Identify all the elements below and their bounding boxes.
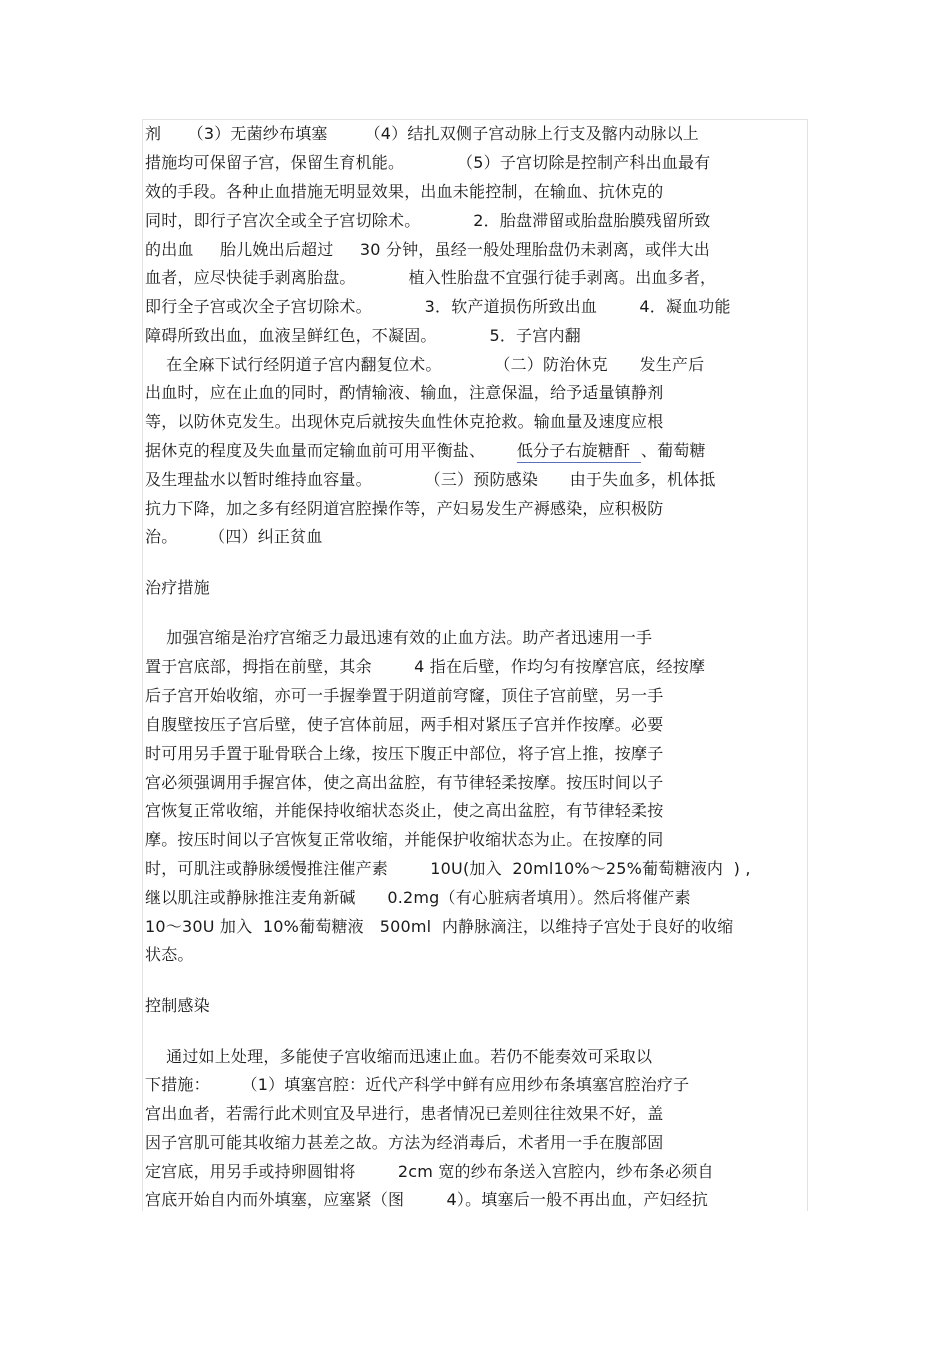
hyperlink-dextran[interactable]: 低分子右旋糖酐 xyxy=(516,441,641,460)
text-line: 宫恢复正常收缩，并能保持收缩状态炎止，使之高出盆腔，有节律轻柔按 xyxy=(145,801,664,820)
text-line: 下措施： （1）填塞宫腔：近代产科学中鲜有应用纱布条填塞宫腔治疗子 xyxy=(145,1075,690,1094)
text-segment: 、葡萄糖 xyxy=(640,441,706,460)
text-line: 定宫底，用另手或持卵圆钳将 2cm 宽的纱布条送入宫腔内，纱布条必须自 xyxy=(145,1162,714,1181)
text-line: 障碍所致出血，血液呈鲜红色，不凝固。 5．子宫内翻 xyxy=(145,326,581,345)
text-line: 自腹壁按压子宫后壁，使子宫体前屈，两手相对紧压子宫并作按摩。必要 xyxy=(145,715,664,734)
section-heading-infection-control: 控制感染 xyxy=(145,996,210,1015)
text-line: 后子宫开始收缩，亦可一手握拳置于阴道前穹窿，顶住子宫前壁，另一手 xyxy=(145,686,664,705)
text-line: 宫底开始自内而外填塞，应塞紧（图 4）。填塞后一般不再出血，产妇经抗 xyxy=(145,1190,709,1209)
text-line: 时，可肌注或静脉缓慢推注催产素 10U(加入 20ml10%～25%葡萄糖液内 ) , xyxy=(145,859,751,878)
text-line: 在全麻下试行经阴道子宫内翻复位术。 （二）防治休克 发生产后 xyxy=(145,355,705,374)
text-line: 抗力下降，加之多有经阴道宫腔操作等，产妇易发生产褥感染，应积极防 xyxy=(145,499,664,518)
text-line: 宫必须强调用手握宫体，使之高出盆腔，有节律轻柔按摩。按压时间以子 xyxy=(145,773,664,792)
text-line: 剂 （3）无菌纱布填塞 （4）结扎双侧子宫动脉上行支及髂内动脉以上 xyxy=(145,124,699,143)
text-line: 措施均可保留子宫，保留生育机能。 （5）子宫切除是控制产科出血最有 xyxy=(145,153,711,172)
text-line: 治。 （四）纠正贫血 xyxy=(145,527,323,546)
text-line: 等，以防休克发生。出现休克后就按失血性休克抢救。输血量及速度应根 xyxy=(145,412,664,431)
text-segment: 据休克的程度及失血量而定输血前可用平衡盐、 xyxy=(145,441,517,460)
text-line: 出血时，应在止血的同时，酌情输液、输血，注意保温，给予适量镇静剂 xyxy=(145,383,664,402)
text-line: 效的手段。各种止血措施无明显效果，出血未能控制，在输血、抗休克的 xyxy=(145,182,664,201)
text-line: 状态。 xyxy=(145,945,194,964)
text-line: 血者，应尽快徒手剥离胎盘。 植入性胎盘不宜强行徒手剥离。出血多者， xyxy=(145,268,717,287)
text-line: 通过如上处理，多能使子宫收缩而迅速止血。若仍不能奏效可采取以 xyxy=(145,1047,653,1066)
text-line: 10～30U 加入 10%葡萄糖液 500ml 内静脉滴注，以维持子宫处于良好的收缩 xyxy=(145,917,734,936)
text-line: 宫出血者，若需行此术则宜及早进行，患者情况已差则往往效果不好，盖 xyxy=(145,1104,664,1123)
text-line: 即行全子宫或次全子宫切除术。 3．软产道损伤所致出血 4．凝血功能 xyxy=(145,297,731,316)
text-line: 摩。按压时间以子宫恢复正常收缩，并能保护收缩状态为止。在按摩的同 xyxy=(145,830,664,849)
text-line: 置于宫底部，拇指在前壁，其余 4 指在后壁，作均匀有按摩宫底，经按摩 xyxy=(145,657,706,676)
section-heading-treatment: 治疗措施 xyxy=(145,578,210,597)
text-line-with-link xyxy=(145,436,805,465)
text-line: 加强宫缩是治疗宫缩乏力最迅速有效的止血方法。助产者迅速用一手 xyxy=(145,628,653,647)
text-line: 的出血 胎儿娩出后超过 30 分钟，虽经一般处理胎盘仍未剥离，或伴大出 xyxy=(145,240,710,259)
text-line: 继以肌注或静脉推注麦角新碱 0.2mg（有心脏病者填用）。然后将催产素 xyxy=(145,888,691,907)
text-line: 同时，即行子宫次全或全子宫切除术。 2．胎盘滞留或胎盘胎膜残留所致 xyxy=(145,211,711,230)
text-line: 及生理盐水以暂时维持血容量。 （三）预防感染 由于失血多，机体抵 xyxy=(145,470,716,489)
text-line: 因子宫肌可能其收缩力甚差之故。方法为经消毒后，术者用一手在腹部固 xyxy=(145,1133,664,1152)
text-line: 时可用另手置于耻骨联合上缘，按压下腹正中部位，将子宫上推，按摩子 xyxy=(145,744,664,763)
